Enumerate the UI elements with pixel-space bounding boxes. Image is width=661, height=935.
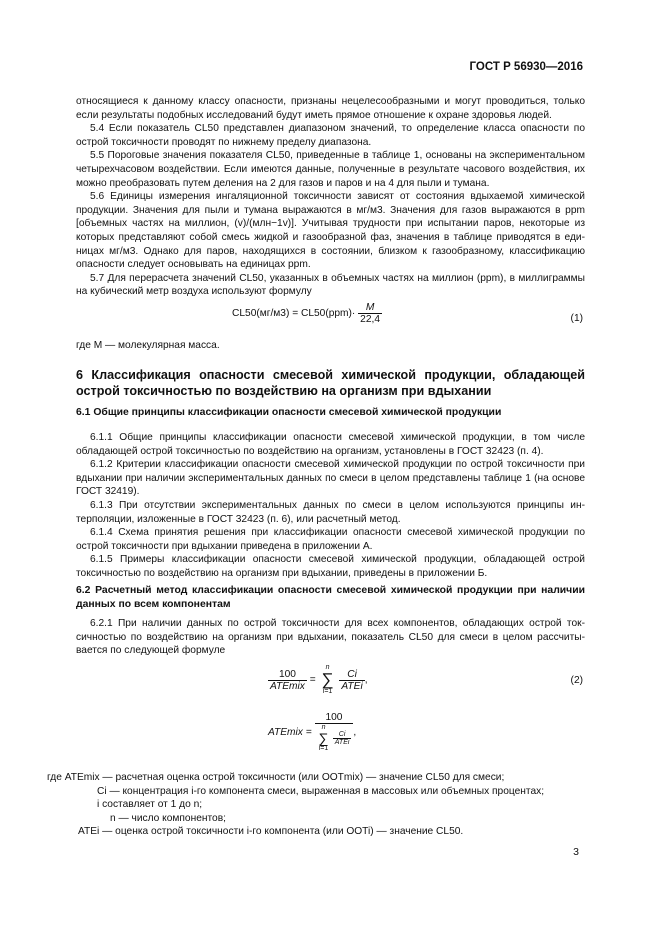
formula-2-inner-sum-top: n	[321, 724, 326, 731]
formula-1-denominator: 22,4	[360, 314, 380, 325]
paragraph-6-1-3: 6.1.3 При отсутствии экспериментальных данных по смеси в целом используются принципы интерполяции, изложенные в ГОСТ 32423 (п. 6), или расчетный метод.	[76, 499, 585, 525]
formula-1-lhs: CL50(мг/м3) = CL50(ppm)·	[232, 308, 356, 320]
paragraph-6-1-1: 6.1.1 Общие принципы классификации опасности смесевой химической продукции, в том числе обладающей острой токсичностью по воздействию на организм, установлены в ГОСТ 32423 (п. 4).	[76, 432, 585, 457]
paragraph-5-5: 5.5 Пороговые значения показателя CL50, приведенные в таблице 1, основаны на экспериментальном четырехчасовом воздействии. Если имеются данные, полученные в результате часового воздействия, их можно преобразовать путем деления на 2 для газов и паров и на 4 для пыли и тумана.	[76, 150, 585, 189]
definition-ci: Ci — концентрация i-го компонента смеси, выраженная в массовых или объемных процентах;	[97, 785, 545, 797]
formula-2-term-numerator: Ci	[339, 669, 364, 681]
subsection-6-2	[76, 584, 585, 612]
paragraph-5-6: 5.6 Единицы измерения ингаляционной токсичности зависят от состояния вдыхаемой химической продукции. Значения для пыли и тумана выражаются в мг/м3. Значения для газов выражаются в ppm [объемных частях на миллион, (v)/(млн−1v)]. Учитывая трудности при испытании паров, некоторые из которых представляют собой смесь жидкой и газообразной фаз, значения в таблице приводятся в единицах мг/м3. Однако для паров, находящихся в состоянии, близком к газообразному, классификацию опасности следует основывать на единицах ppm.	[76, 191, 585, 271]
paragraph-5-4: 5.4 Если показатель CL50 представлен диапазоном значений, то определение класса опасности по острой токсичности проводят по нижнему пределу диапазона.	[76, 123, 585, 148]
formula-2-line-1: $\frac{100}{\text{ATEmix}}$ = n ∑ i=1 $\frac{Ci}{\text{ATEi}}$ ,	[270, 664, 368, 695]
subsection-6-2-title: 6.2 Расчетный метод классификации опасности смесевой химической продукции при наличии данных по всем компонентам	[76, 585, 585, 610]
definition-i: i составляет от 1 до n;	[97, 799, 203, 811]
formula-2-term-denominator: ATEi	[341, 680, 363, 692]
formula-1-number: (1)	[570, 313, 583, 324]
subsection-6-1	[76, 406, 585, 420]
section-6	[76, 367, 585, 399]
document-header: ГОСТ Р 56930—2016	[469, 61, 583, 73]
formula-2-equals: =	[309, 674, 316, 686]
formula-1-where: где M — молекулярная масса.	[76, 340, 220, 351]
sigma-icon: ∑	[321, 670, 334, 689]
formula-2-inner-sum-bottom: i=1	[318, 745, 329, 752]
definitions-list	[47, 771, 544, 839]
formula-2-inner-numerator: Ci	[333, 731, 352, 739]
formula-2-right-denominator	[315, 724, 354, 753]
formula-2-lhs: ATEmix =	[268, 727, 312, 739]
formula-2-right-fraction	[315, 712, 354, 753]
formula-2-sum	[319, 664, 337, 696]
formula-2-number: (2)	[570, 675, 583, 686]
paragraph-continuation: относящиеся к данному классу опасности, признаны нецелесообразными и могут проводиться, только если результаты подобных исследований будут иметь прямое отношение к охране здоровья людей.	[76, 96, 585, 121]
sigma-icon: ∑	[318, 730, 329, 746]
formula-1-numerator: M	[358, 302, 382, 314]
subsection-6-1-title: 6.1 Общие принципы классификации опасности смесевой химической продукции	[76, 407, 502, 418]
subsection-6-2-body	[76, 617, 585, 658]
subsection-6-1-body	[76, 431, 585, 581]
formula-2-sum-bottom: i=1	[322, 688, 333, 695]
paragraph-6-1-4: 6.1.4 Схема принятия решения при классификации опасности смесевой химической продукции по острой токсичности при вдыхании приведена в приложении А.	[76, 527, 585, 552]
formula-1	[232, 302, 382, 325]
formula-2-left-fraction	[268, 669, 307, 692]
definition-n: n — число компонентов;	[110, 812, 226, 824]
page-number: 3	[573, 846, 579, 858]
paragraphs-top	[76, 95, 585, 299]
formula-2-right-numerator: 100	[315, 712, 354, 724]
paragraph-6-1-5: 6.1.5 Примеры классификации опасности смесевой химической продукции, обладающей острой токсичностью по воздействию на организм при вдыхании, приведены в приложении Б.	[76, 554, 585, 579]
definition-atei: ATEi — оценка острой токсичности i-го компонента (или OOTi) — значение CL50.	[78, 826, 464, 838]
formula-2-inner-term	[333, 731, 352, 746]
formula-2-sum-top: n	[325, 664, 330, 671]
formula-1-fraction	[358, 302, 382, 325]
formula-1-note	[76, 339, 585, 353]
section-6-title: 6 Классификация опасности смесевой химической продукции, обладающей острой токсичностью по воздействию на организм при вдыхании	[76, 368, 585, 398]
formula-2-term-fraction	[339, 669, 364, 692]
paragraph-6-1-2: 6.1.2 Критерии классификации опасности смесевой химической продукции по острой токсичности при вдыхании при наличии экспериментальных данных по смеси в целом представлены таблице 1 (на основе ГОСТ 32419).	[76, 459, 585, 498]
paragraph-6-2-1: 6.2.1 При наличии данных по острой токсичности для всех компонентов, обладающих острой токсичностью по воздействию на организм при вдыхании, показатель CL50 для смеси в целом рассчитывается по следующей формуле	[76, 618, 585, 657]
formula-2-line-2: ATEmix = 100 n ∑ i=1 $\frac{Ci}{\text{ATEi}}$ ,	[268, 712, 357, 752]
paragraph-5-7: 5.7 Для перерасчета значений CL50, указанных в объемных частях на миллион (ppm), в миллиграммы на кубический метр воздуха используют формулу	[76, 272, 585, 298]
formula-2-left-numerator: 100	[268, 669, 307, 681]
formula-2-inner-denominator: ATEi	[334, 739, 350, 746]
formula-2-left-denominator: ATEmix	[270, 680, 305, 692]
definition-atemix: где ATEmix — расчетная оценка острой токсичности (или OOTmix) — значение CL50 для смеси;	[47, 772, 505, 783]
formula-2-inner-sum	[317, 724, 331, 753]
